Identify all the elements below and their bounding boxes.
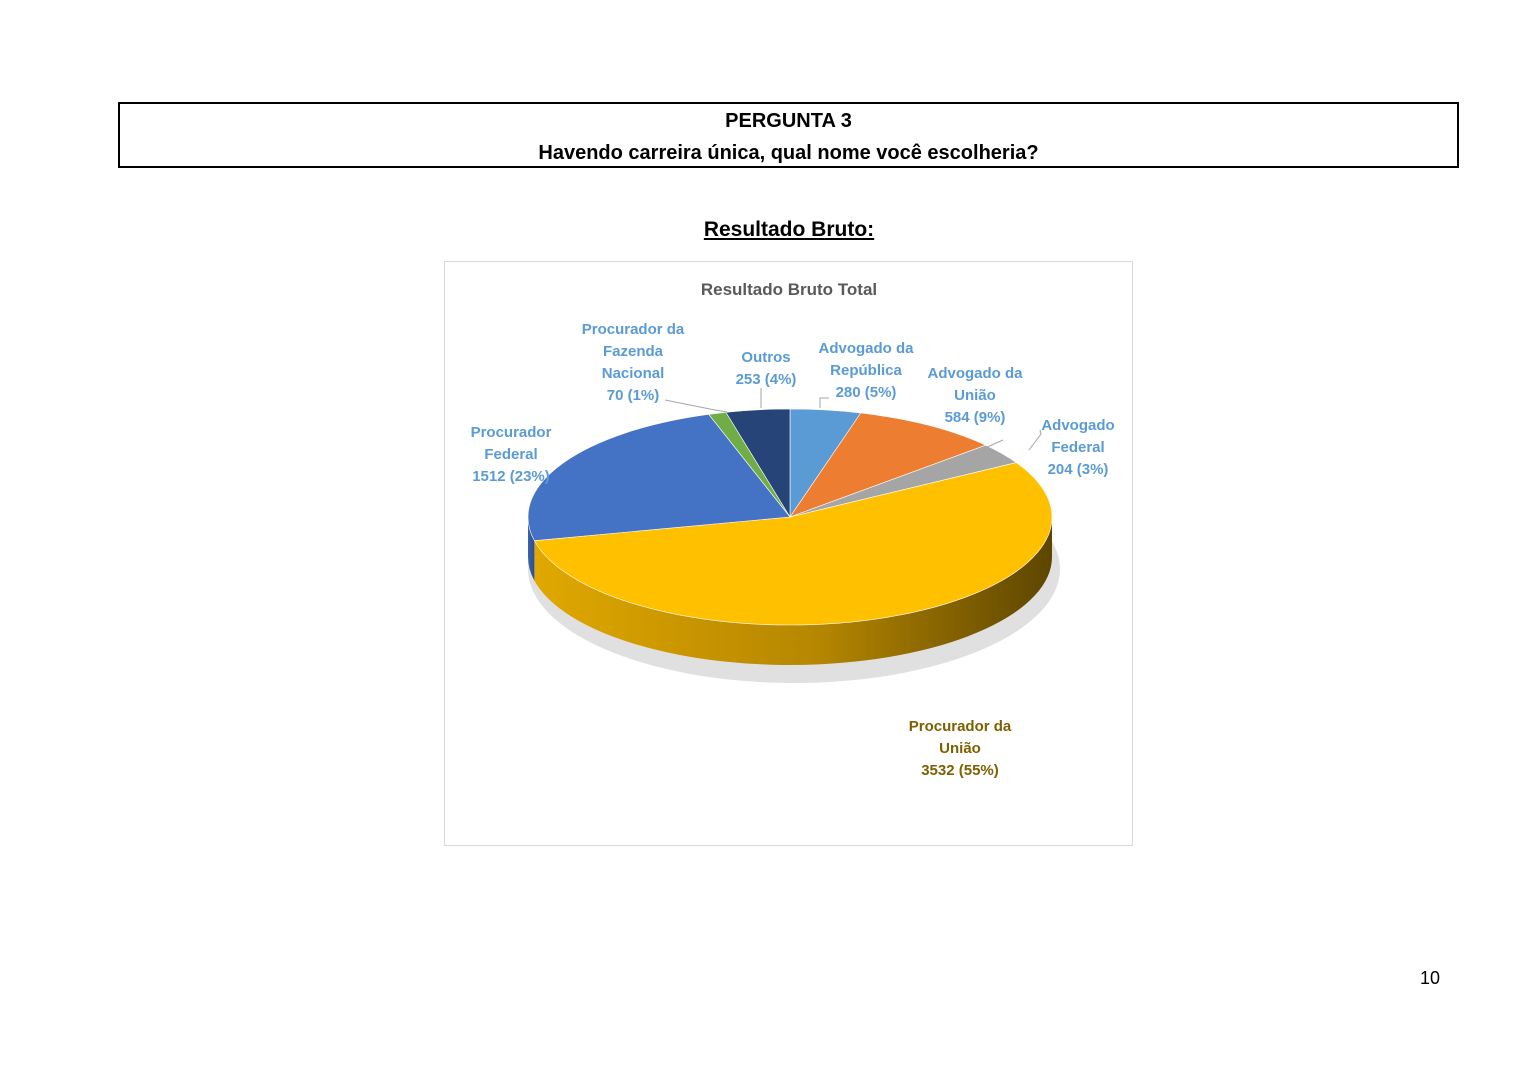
data-label-procurador-da-fazenda-nacional: Procurador da Fazenda Nacional 70 (1%) xyxy=(581,321,685,404)
leader-line-advogado-da-uniao xyxy=(985,440,1003,448)
question-box xyxy=(118,102,1459,168)
chart-title: Resultado Bruto Total xyxy=(700,280,878,299)
page-number: 10 xyxy=(1420,968,1441,988)
data-label-procurador-federal: Procurador Federal 1512 (23%) xyxy=(470,424,552,485)
data-label-advogado-da-uniao: Advogado da União 584 (9%) xyxy=(927,365,1023,426)
data-label-advogado-da-republica: Advogado da República 280 (5%) xyxy=(818,340,914,401)
question-label: PERGUNTA 3 xyxy=(725,110,852,132)
data-label-outros: Outros 253 (4%) xyxy=(735,349,797,388)
leader-line-advogado-federal xyxy=(1029,430,1041,450)
leader-line-procurador-da-fazenda-nacional xyxy=(665,400,727,412)
data-label-procurador-da-uniao: Procurador da União 3532 (55%) xyxy=(908,718,1012,779)
data-label-advogado-federal: Advogado Federal 204 (3%) xyxy=(1041,417,1115,478)
section-title: Resultado Bruto: xyxy=(703,218,875,241)
question-text: Havendo carreira única, qual nome você escolheria? xyxy=(538,142,1039,164)
pie-chart xyxy=(445,262,1134,847)
leader-line-advogado-da-republica xyxy=(820,398,829,408)
chart-container xyxy=(444,261,1133,846)
